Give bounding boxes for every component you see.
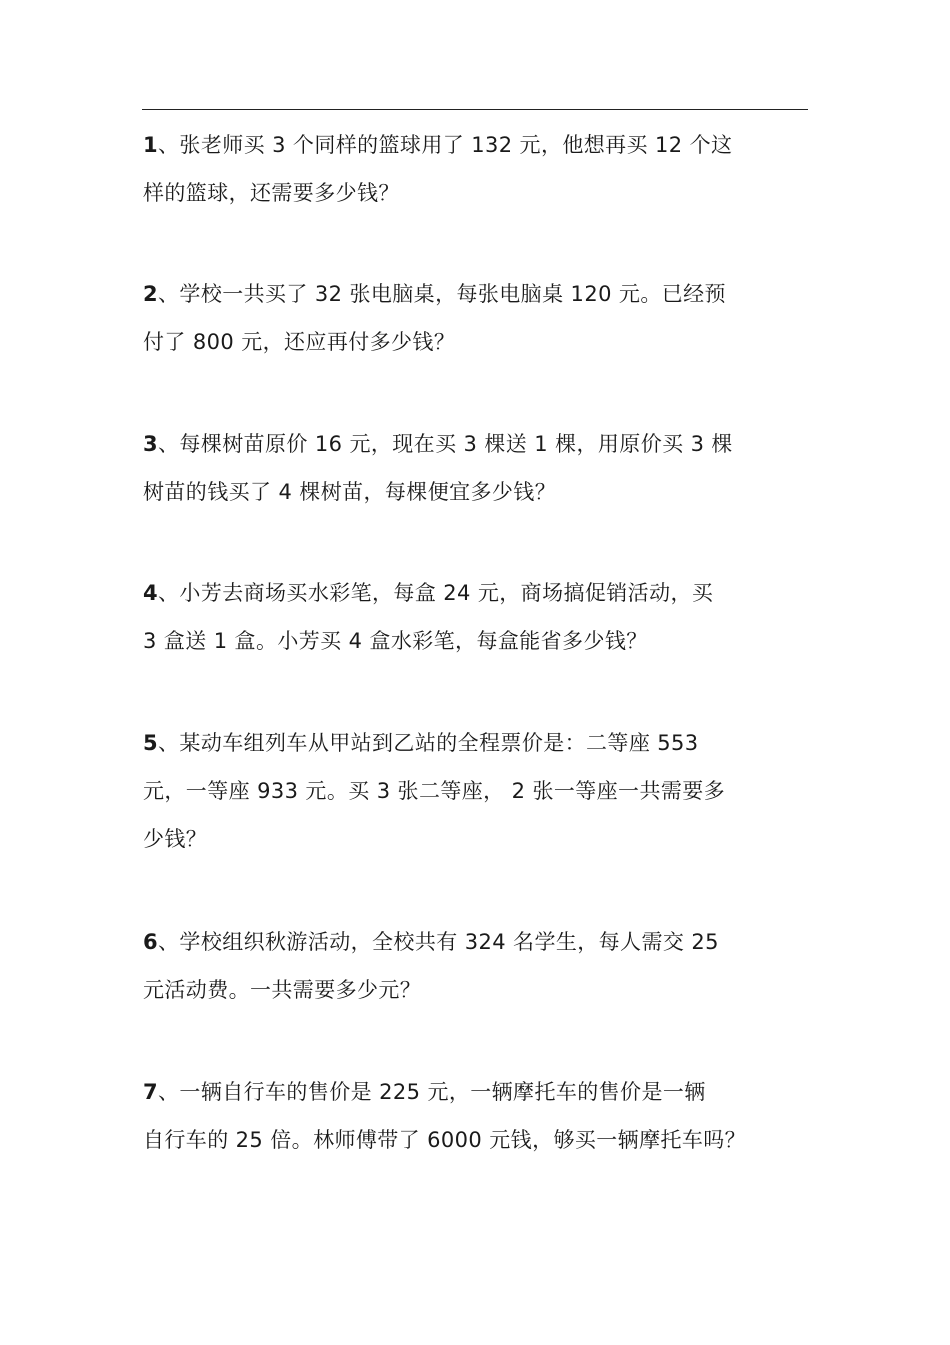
problem-line: [143, 318, 813, 366]
problem-line: [143, 719, 813, 767]
problem-text: 少钱？: [143, 827, 208, 851]
problem-line: [143, 569, 813, 617]
problem-line: [143, 918, 813, 966]
problem-line: [143, 815, 813, 863]
problem-line: [143, 270, 813, 318]
problem-text: 、张老师买 3 个同样的篮球用了 132 元，他想再买 12 个这: [158, 133, 733, 157]
problem-number: 3: [143, 432, 159, 456]
problem-number: 4: [143, 581, 159, 605]
problem-line: [143, 468, 813, 516]
problem-number: 2: [143, 282, 159, 306]
problem-text: 、学校组织秋游活动，全校共有 324 名学生，每人需交 25: [158, 930, 719, 954]
problem-4: [143, 569, 813, 665]
problem-number: 7: [143, 1080, 159, 1104]
problem-2: [143, 270, 813, 366]
problem-1: [143, 121, 813, 217]
problem-text: 元，一等座 933 元。买 3 张二等座， 2 张一等座一共需要多: [143, 779, 726, 803]
problem-line: [143, 1068, 813, 1116]
problem-text: 3 盒送 1 盒。小芳买 4 盒水彩笔，每盒能省多少钱？: [143, 629, 648, 653]
problem-6: [143, 918, 813, 1014]
problem-line: [143, 1116, 813, 1164]
problem-text: 、每棵树苗原价 16 元，现在买 3 棵送 1 棵，用原价买 3 棵: [158, 432, 733, 456]
problem-number: 1: [143, 133, 159, 157]
problem-text: 付了 800 元，还应再付多少钱？: [143, 330, 456, 354]
problem-text: 、某动车组列车从甲站到乙站的全程票价是：二等座 553: [158, 731, 699, 755]
problem-line: [143, 617, 813, 665]
problem-number: 5: [143, 731, 159, 755]
problem-text: 样的篮球，还需要多少钱？: [143, 181, 400, 205]
problem-text: 元活动费。一共需要多少元？: [143, 978, 422, 1002]
problem-text: 、一辆自行车的售价是 225 元，一辆摩托车的售价是一辆: [158, 1080, 706, 1104]
top-divider: [142, 109, 808, 110]
problem-5: [143, 719, 813, 863]
problem-line: [143, 121, 813, 169]
problem-7: [143, 1068, 813, 1164]
problem-line: [143, 420, 813, 468]
problem-number: 6: [143, 930, 159, 954]
problem-text: 树苗的钱买了 4 棵树苗，每棵便宜多少钱？: [143, 480, 557, 504]
problem-line: [143, 767, 813, 815]
problem-text: 、小芳去商场买水彩笔，每盒 24 元，商场搞促销活动，买: [158, 581, 714, 605]
problem-text: 、学校一共买了 32 张电脑桌，每张电脑桌 120 元。已经预: [158, 282, 726, 306]
problem-line: [143, 966, 813, 1014]
problem-text: 自行车的 25 倍。林师傅带了 6000 元钱，够买一辆摩托车吗？: [143, 1128, 747, 1152]
problem-line: [143, 169, 813, 217]
problem-3: [143, 420, 813, 516]
